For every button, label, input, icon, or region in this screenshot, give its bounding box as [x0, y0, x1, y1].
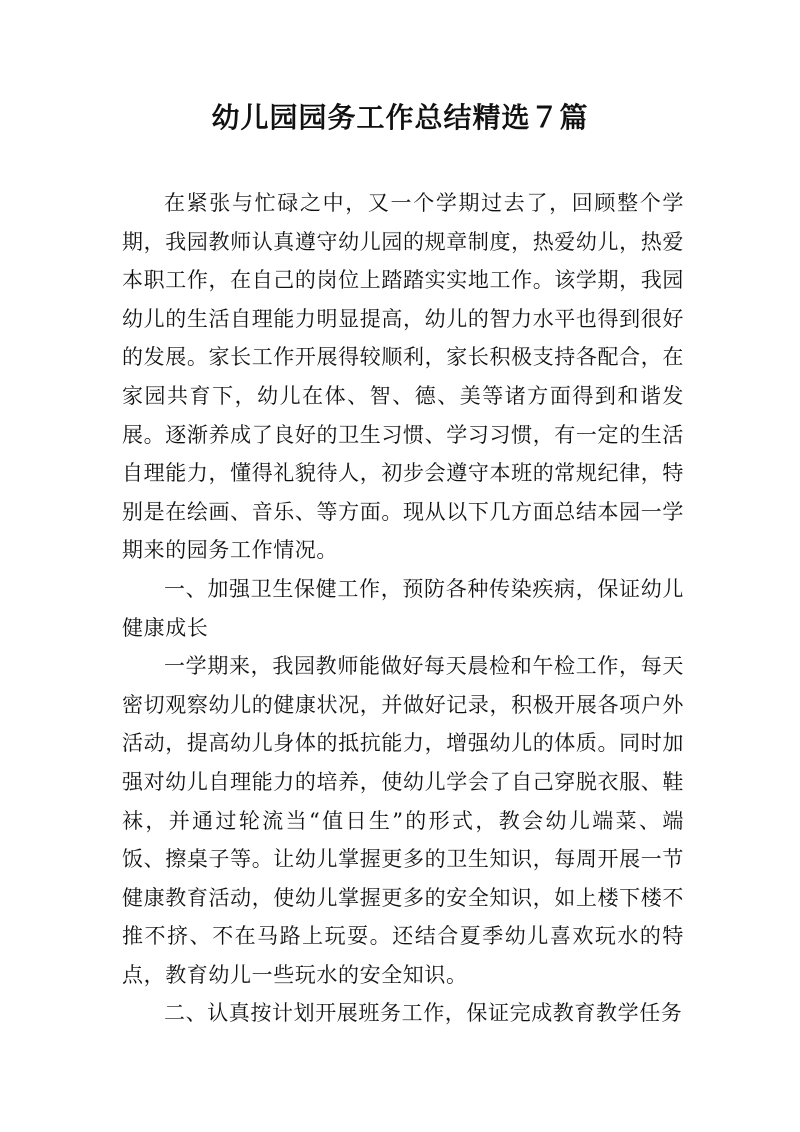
- document-body: [122, 184, 684, 1033]
- document-title: 幼儿园园务工作总结精选７篇: [211, 101, 589, 134]
- section-heading-1: 一、加强卫生保健工作，预防各种传染疾病，保证幼儿健康成长: [122, 576, 684, 640]
- paragraph-intro: 在紧张与忙碌之中，又一个学期过去了，回顾整个学期，我园教师认真遵守幼儿园的规章制度，热爱幼儿，热爱本职工作，在自己的岗位上踏踏实实地工作。该学期，我园幼儿的生活自理能力明显提高，幼儿的智力水平也得到很好的发展。家长工作开展得较顺利，家长积极支持各配合，在家园共育下，幼儿在体、智、德、美等诸方面得到和谐发展。逐渐养成了良好的卫生习惯、学习习惯，有一定的生活自理能力，懂得礼貌待人，初步会遵守本班的常规纪律，特别是在绘画、音乐、等方面。现从以下几方面总结本园一学期来的园务工作情况。: [122, 191, 684, 563]
- section-heading-2: 二、认真按计划开展班务工作，保证完成教育教学任务: [164, 1001, 683, 1026]
- paragraph-health: 一学期来，我园教师能做好每天晨检和午检工作，每天密切观察幼儿的健康状况，并做好记录，积极开展各项户外活动，提高幼儿身体的抵抗能力，增强幼儿的体质。同时加强对幼儿自理能力的培养，使幼儿学会了自己穿脱衣服、鞋袜，并通过轮流当“值日生”的形式，教会幼儿端菜、端饭、擦桌子等。让幼儿掌握更多的卫生知识，每周开展一节健康教育活动，使幼儿掌握更多的安全知识，如上楼下楼不推不挤、不在马路上玩耍。还结合夏季幼儿喜欢玩水的特点，教育幼儿一些玩水的安全知识。: [122, 654, 684, 987]
